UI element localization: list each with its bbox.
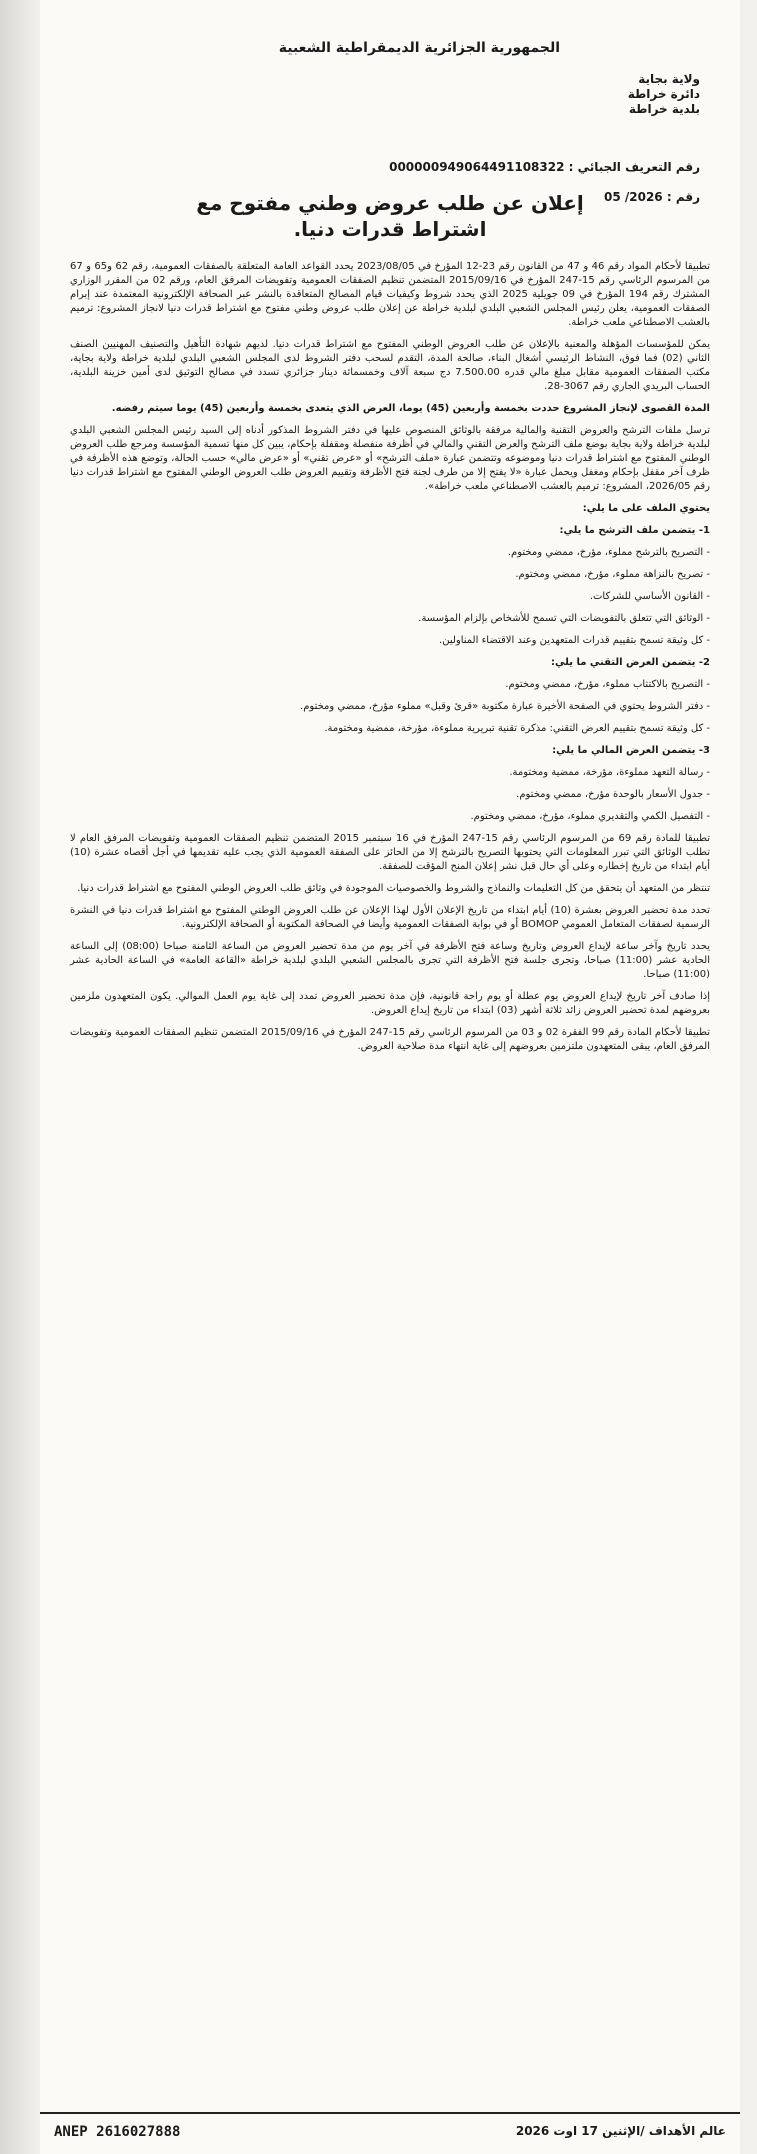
section-title: 3- يتضمن العرض المالي ما يلي: bbox=[552, 745, 710, 756]
nif-label: رقم التعريف الجبائي bbox=[577, 160, 700, 174]
paragraph: تطبيقا لأحكام المادة رقم 99 الفقرة 02 و 03 من المرسوم الرئاسي رقم 15-247 المؤرخ في 2015/09/16 المتضمن تنظيم الصفقات العمومية وتفويضات المرفق العام، يبقى المتعهدون ملتزمين بعروضهم إلى غاية انتهاء مدة صلاحية العروض. bbox=[70, 1027, 710, 1052]
paragraph: إذا صادف آخر تاريخ لإيداع العروض يوم عطلة أو يوم راحة قانونية، فإن مدة تحضير العروض تمدد إلى غاية يوم العمل الموالي. يكون المتعهدون ملزمين بعروضهم لمدة تحضير العروض زائد ثلاثة أشهر (03) ابتداء من تاريخ إيداع العروض. bbox=[70, 991, 710, 1016]
list-item: - كل وثيقة تسمح بتقييم قدرات المتعهدين وعند الاقتضاء المناولين. bbox=[439, 635, 710, 646]
list-item: - التصريح بالاكتتاب مملوء، مؤرخ، ممضي ومختوم. bbox=[505, 679, 710, 690]
ref-label: رقم bbox=[675, 190, 700, 204]
list-item: - القانون الأساسي للشركات. bbox=[589, 591, 710, 602]
ref-line: رقم : 2026/ 05 bbox=[603, 190, 700, 204]
title-line-2: اشتراط قدرات دنيا. bbox=[293, 217, 487, 241]
announcement-body bbox=[70, 260, 710, 1062]
commune-line: بلدية خراطة bbox=[628, 102, 700, 116]
newspaper-page bbox=[40, 0, 740, 2154]
paragraph: المدة القصوى لإنجاز المشروع حددت بخمسة وأربعين (45) يوما، العرض الذي يتعدى بخمسة وأربعين (45) يوما سيتم رفضه. bbox=[111, 403, 710, 414]
title-line-1: إعلان عن طلب عروض وطني مفتوح مع bbox=[196, 191, 584, 215]
list-item: - تصريح بالنزاهة مملوء، مؤرخ، ممضي ومختوم. bbox=[515, 569, 710, 580]
paragraph: تطبيقا لأحكام المواد رقم 46 و 47 من القانون رقم 23-12 المؤرخ في 2023/08/05 يحدد القواعد العامة المتعلقة بالصفقات العمومية، رقم 62 و65 و 67 من المرسوم الرئاسي رقم 15-247 المؤرخ في 2015/09/16 المتضمن تنظيم الصفقات العمومية وتفويضات المرفق العام، ورقم 02 من المقرر الوزاري المشترك رقم 194 المؤرخ في 09 جويلية 2025 الذي يحدد شروط وكيفيات قيام المصالح المتعاقدة بالنشر عبر الصحافة الإلكترونية المعتمدة عند إبرام الصفقات العمومية، يعلن رئيس المجلس الشعبي البلدي لبلدية خراطة عن إعلان طلب عروض وطني مفتوح مع اشتراط قدرات دنيا لانجاز المشروع: ترميم بالعشب الاصطناعي ملعب خراطة. bbox=[70, 261, 711, 328]
list-item: - رسالة التعهد مملوءة، مؤرخة، ممضية ومختومة. bbox=[509, 767, 710, 778]
section-title: 1- يتضمن ملف الترشح ما يلي: bbox=[559, 525, 710, 536]
republic-title: الجمهورية الجزائرية الديمقراطية الشعبية bbox=[278, 40, 560, 56]
paragraph: تنتظر من المتعهد أن يتحقق من كل التعليمات والنماذج والشروط والخصوصيات الموجودة في وثائق طلب العروض الوطني المفتوح مع اشتراط قدرات دنيا. bbox=[77, 883, 710, 894]
list-item: - كل وثيقة تسمح بتقييم العرض التقني: مذكرة تقنية تبريرية مملوءة، مؤرخة، ممضية ومختومة. bbox=[324, 723, 710, 734]
list-item: - دفتر الشروط يحتوي في الصفحة الأخيرة عبارة مكتوبة «قرئ وقبل» مملوء مؤرخ، ممضي ومختوم. bbox=[300, 701, 710, 712]
paragraph: تحدد مدة تحضير العروض بعشرة (10) أيام ابتداء من تاريخ الإعلان الأول لهذا الإعلان عن طلب العروض الوطني المفتوح مع اشتراط قدرات دنيا في النشرة الرسمية لصفقات المتعامل العمومي BOMOP أو في بوابة الصفقات العمومية وأيضا في الصحافة المكتوبة أو الصحافة الإلكترونية. bbox=[70, 905, 710, 930]
section-title: 2- يتضمن العرض التقني ما يلي: bbox=[551, 657, 710, 668]
scan-edge bbox=[0, 0, 40, 2154]
ref-value: 2026/ 05 bbox=[603, 190, 663, 204]
nif-line: رقم التعريف الجبائي : 000000949064491108322 bbox=[389, 160, 700, 174]
list-item: - التفصيل الكمي والتقديري مملوء، مؤرخ، ممضي ومختوم. bbox=[470, 811, 710, 822]
wilaya-block bbox=[628, 72, 700, 117]
announcement-title bbox=[40, 190, 740, 242]
paragraph: ترسل ملفات الترشح والعروض التقنية والمالية مرفقة بالوثائق المنصوص عليها في دفتر الشروط المذكور أدناه إلى السيد رئيس المجلس الشعبي البلدي لبلدية خراطة ولاية بجاية بوضع ملف الترشح والعرض التقني والمالي في أظرفة منفصلة ومقفلة بإحكام، يبين كل منها تسمية المؤسسة ومرجع طلب العروض الوطني المفتوح مع اشتراط قدرات دنيا وموضوعه وتتضمن عبارة «ملف الترشح» أو «عرض تقني» أو «عرض مالي» حسب الحالة، وتوضع هذه الأظرفة في ظرف آخر مقفل بإحكام ومغفل ويحمل عبارة «لا يفتح إلا من طرف لجنة فتح الأظرفة وتقييم العروض طلب العروض الوطني المفتوح مع اشتراط قدرات دنيا رقم 2026/05، المشروع: ترميم بالعشب الاصطناعي ملعب خراطة». bbox=[70, 425, 710, 492]
paragraph: يحدد تاريخ وآخر ساعة لإيداع العروض وتاريخ وساعة فتح الأظرفة في آخر يوم من مدة تحضير العروض من الساعة الثامنة صباحا (08:00) إلى الساعة الحادية عشر (11:00) صباحا، وتجرى جلسة فتح الأظرفة التي تجرى بالمجلس الشعبي البلدي لبلدية خراطة «القاعة العامة» في الساعة الحادية عشر (11:00) صباحا. bbox=[70, 941, 711, 980]
publication-date: عالم الأهداف /الإثنين 17 اوت 2026 bbox=[515, 2124, 726, 2138]
wilaya-line: ولاية بجاية bbox=[638, 72, 700, 86]
nif-value: 000000949064491108322 bbox=[389, 160, 565, 174]
list-item: - الوثائق التي تتعلق بالتفويضات التي تسمح للأشخاص بإلزام المؤسسة. bbox=[418, 613, 710, 624]
paragraph: تطبيقا للمادة رقم 69 من المرسوم الرئاسي رقم 15-247 المؤرخ في 16 سبتمبر 2015 المتضمن تنظيم الصفقات العمومية وتفويضات المرفق العام لا تطلب الوثائق التي تبرر المعلومات التي يحتويها التصريح بالترشح إلا من الحائز على الصفقة العمومية الذي يجب عليه تقديمها في أجل أقصاه عشرة (10) أيام ابتداء من تاريخ إخطاره وعلى أي حال قبل نشر إعلان المنح المؤقت للصفقة. bbox=[70, 833, 710, 872]
page-footer bbox=[40, 2112, 740, 2154]
daira-line: دائرة خراطة bbox=[627, 87, 700, 101]
paragraph: يمكن للمؤسسات المؤهلة والمعنية بالإعلان عن طلب العروض الوطني المفتوح مع اشتراط قدرات دنيا. لديهم شهادة التأهيل والتصنيف المهنيين الصنف الثاني (02) فما فوق، النشاط الرئيسي أشغال البناء، صالحة المدة، التقدم لسحب دفتر الشروط لدى المجلس الشعبي البلدي لبلدية خراطة ولاية بجاية، مكتب الصفقات العمومية مقابل مبلغ مالي قدره 7.500.00 دج سبعة آلاف وخمسمائة دينار جزائري تسدد في مصالح التوثيق لدى أمين خزينة البلدية، الحساب البريدي الجاري رقم 3067-28. bbox=[70, 339, 710, 392]
list-item: - التصريح بالترشح مملوء، مؤرخ، ممضي ومختوم. bbox=[507, 547, 710, 558]
section-title: يحتوي الملف على ما يلي: bbox=[582, 503, 710, 514]
list-item: - جدول الأسعار بالوحدة مؤرخ، ممضي ومختوم. bbox=[516, 789, 710, 800]
anep-code: ANEP 2616027888 bbox=[54, 2124, 181, 2140]
